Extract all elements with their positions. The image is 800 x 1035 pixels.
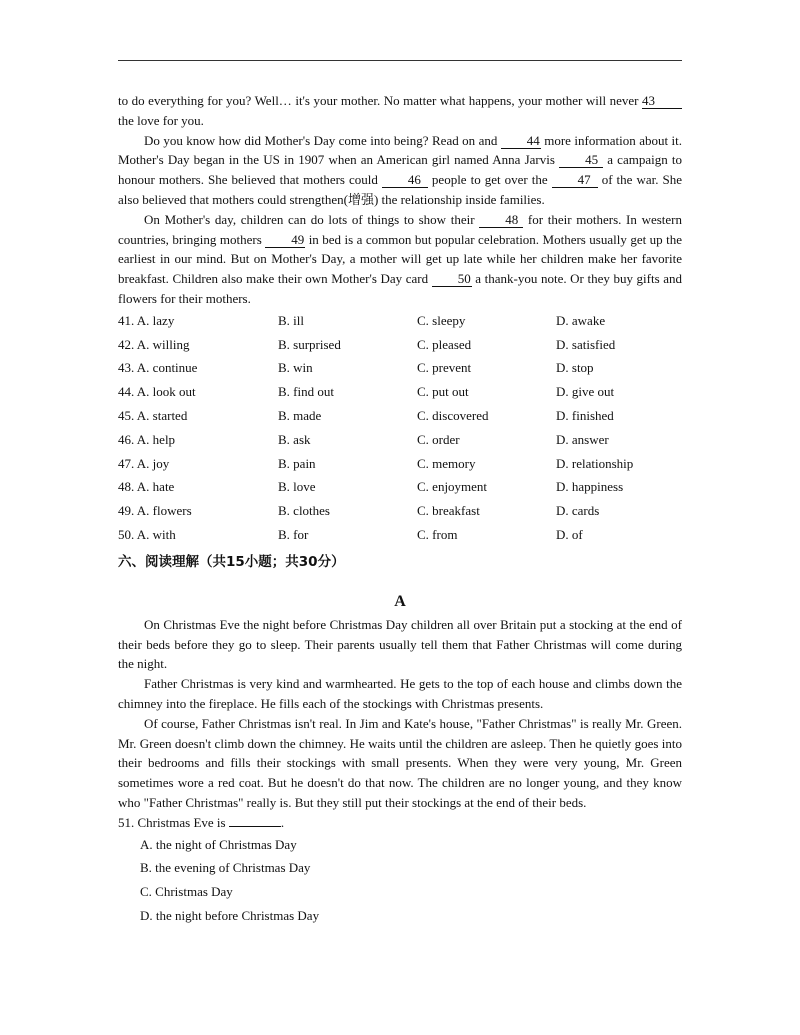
option-d: D. give out bbox=[556, 384, 615, 400]
passage-label: A bbox=[394, 592, 406, 610]
option-c: C. order bbox=[417, 431, 460, 447]
text-run: more information about it. Mother's Day began in the US in 1907 when an American girl named Anna Jarvis bbox=[118, 132, 682, 168]
option-c: C. pleased bbox=[417, 336, 472, 352]
option-b: B. love bbox=[278, 479, 316, 495]
choice-b: B. the evening of Christmas Day bbox=[140, 860, 311, 876]
choice-d: D. the night before Christmas Day bbox=[140, 907, 320, 923]
blank-46: 46 bbox=[382, 173, 428, 188]
option-c: C. prevent bbox=[417, 360, 472, 376]
blank-47: 47 bbox=[552, 173, 598, 188]
blank-49: 49 bbox=[265, 233, 305, 248]
option-b: B. for bbox=[278, 526, 309, 542]
blank-45: 45 bbox=[559, 153, 603, 168]
passage-paragraph-1: On Christmas Eve the night before Christmas Day children all over Britain put a stocking at the end of their beds before they go to sleep. Their parents usually tell them that Father Christmas will come during the night. bbox=[118, 616, 682, 672]
option-c: C. from bbox=[417, 526, 458, 542]
option-a: 49. A. flowers bbox=[118, 503, 192, 519]
blank-48: 48 bbox=[479, 213, 523, 228]
option-row bbox=[118, 380, 682, 404]
text-run: in bed is a common but popular celebration. Mothers usually get up the earliest in our mind. But on Mother's Day, a mother will get up late while her children make her favorite breakfast. Children also make their own Mother's Day card bbox=[118, 231, 683, 287]
option-b: B. made bbox=[278, 407, 322, 423]
option-b: B. clothes bbox=[278, 503, 330, 519]
option-d: D. relationship bbox=[556, 455, 634, 471]
option-a: 50. A. with bbox=[118, 526, 176, 542]
option-row bbox=[118, 499, 682, 523]
option-a: 41. A. lazy bbox=[118, 312, 175, 328]
option-row bbox=[118, 428, 682, 452]
option-a: 47. A. joy bbox=[118, 455, 170, 471]
text-run: On Mother's day, children can do lots of things to show their bbox=[144, 211, 480, 227]
text-run: people to get over the bbox=[427, 172, 552, 188]
option-d: D. of bbox=[556, 526, 583, 542]
option-b: B. ask bbox=[278, 431, 311, 447]
choice-c: C. Christmas Day bbox=[140, 884, 233, 900]
option-c: C. enjoyment bbox=[417, 479, 488, 495]
option-a: 44. A. look out bbox=[118, 384, 196, 400]
option-row bbox=[118, 356, 682, 380]
text-run: a thank-you note. Or they buy gifts and flowers for their mothers. bbox=[118, 271, 683, 306]
option-row bbox=[118, 523, 682, 547]
text-run: the love for you. bbox=[118, 112, 204, 128]
option-d: D. finished bbox=[556, 407, 614, 423]
option-a: 42. A. willing bbox=[118, 336, 190, 352]
option-row bbox=[118, 404, 682, 428]
content-area bbox=[118, 91, 682, 928]
text-run: for their mothers. In western countries, bringing mothers bbox=[118, 211, 682, 247]
option-a: 45. A. started bbox=[118, 407, 188, 423]
blank-43: 43 bbox=[642, 94, 682, 109]
option-b: B. ill bbox=[278, 312, 305, 328]
question-51 bbox=[118, 813, 682, 928]
option-row bbox=[118, 452, 682, 476]
cloze-options bbox=[118, 309, 682, 547]
option-b: B. find out bbox=[278, 384, 334, 400]
stem-text: 51. Christmas Eve is bbox=[118, 814, 229, 830]
option-b: B. win bbox=[278, 360, 313, 376]
option-d: D. cards bbox=[556, 503, 600, 519]
option-d: D. awake bbox=[556, 312, 606, 328]
option-d: D. answer bbox=[556, 431, 609, 447]
passage-paragraph-2: Father Christmas is very kind and warmhearted. He gets to the top of each house and climbs down the chimney into the fireplace. He fills each of the stockings with Christmas presents. bbox=[118, 676, 682, 711]
option-a: 46. A. help bbox=[118, 431, 176, 447]
stem-end: . bbox=[280, 814, 285, 830]
blank-50: 50 bbox=[432, 272, 472, 287]
header-rule bbox=[118, 60, 682, 61]
option-c: C. memory bbox=[417, 455, 476, 471]
text-run: to do everything for you? Well… it's your mother. No matter what happens, your mother will never bbox=[118, 93, 642, 108]
cloze-paragraph-3 bbox=[118, 210, 682, 309]
question-stem bbox=[118, 813, 682, 833]
answer-blank bbox=[229, 814, 281, 827]
text-run: Do you know how did Mother's Day come into being? Read on and bbox=[144, 132, 501, 148]
cloze-paragraph-1 bbox=[118, 91, 682, 131]
text-run: of the war. She also believed that mothers could strengthen(增强) the relationship inside families. bbox=[118, 172, 682, 207]
cloze-paragraph-2 bbox=[118, 131, 682, 210]
option-d: D. happiness bbox=[556, 479, 624, 495]
passage-paragraph-3: Of course, Father Christmas isn't real. In Jim and Kate's house, "Father Christmas" is really Mr. Green. Mr. Green doesn't climb down the chimney. He waits until the children are asleep. Then he quietly goes into their bedrooms and fills their stockings with small presents. When they were very young, Mr. Green sometimes wore a red coat. But he doesn't do that now. The children are no longer young, and they know who "Father Christmas" really is. But they still put their stockings at the end of their beds. bbox=[118, 715, 682, 810]
blank-44: 44 bbox=[501, 134, 541, 149]
option-row bbox=[118, 309, 682, 333]
option-row bbox=[118, 333, 682, 357]
option-b: B. pain bbox=[278, 455, 316, 471]
option-d: D. satisfied bbox=[556, 336, 616, 352]
option-c: C. put out bbox=[417, 384, 469, 400]
option-a: 48. A. hate bbox=[118, 479, 175, 495]
section-title: 六、阅读理解（共15小题；共30分） bbox=[118, 553, 345, 570]
option-c: C. discovered bbox=[417, 407, 489, 423]
option-a: 43. A. continue bbox=[118, 360, 198, 376]
option-b: B. surprised bbox=[278, 336, 341, 352]
option-c: C. sleepy bbox=[417, 312, 466, 328]
question-choices bbox=[118, 833, 682, 928]
choice-a: A. the night of Christmas Day bbox=[140, 836, 297, 852]
option-c: C. breakfast bbox=[417, 503, 480, 519]
option-d: D. stop bbox=[556, 360, 594, 376]
text-run: a campaign to honour mothers. She believed that mothers could bbox=[118, 152, 683, 188]
option-row bbox=[118, 475, 682, 499]
